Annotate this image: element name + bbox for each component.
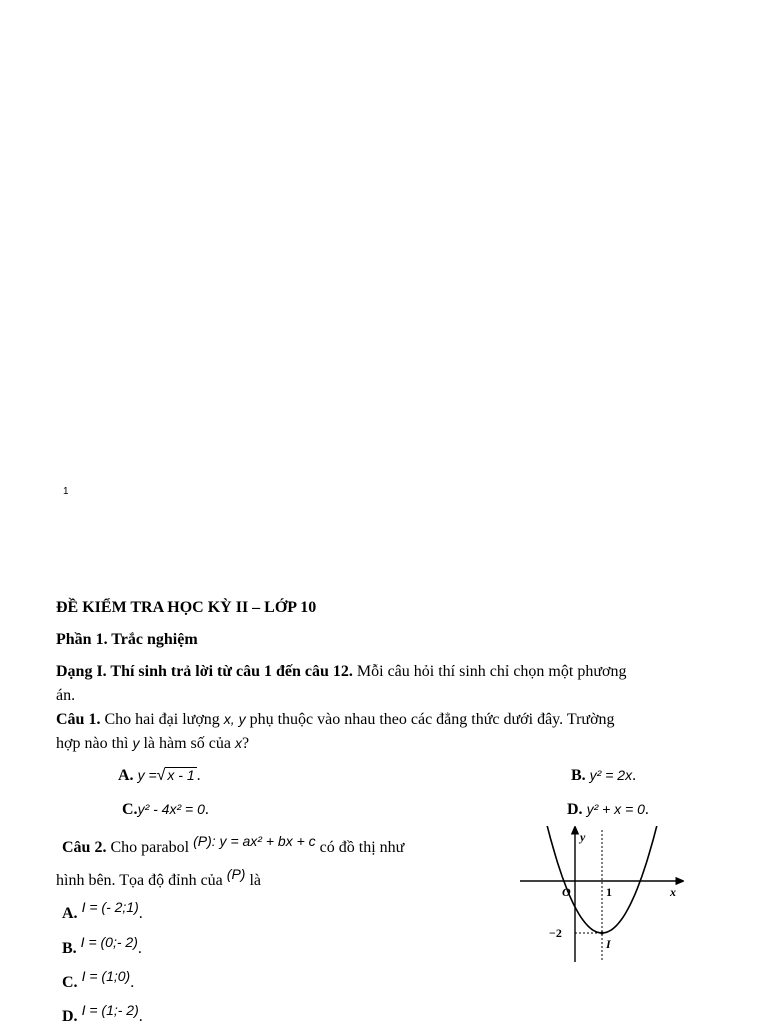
q2-option-d[interactable]: D. I = (1;- 2). (62, 1002, 143, 1025)
origin-label: O (562, 885, 571, 899)
vertex-label: I (606, 937, 611, 951)
instruction-line-2: án. (56, 687, 76, 704)
page-number: 1 (63, 486, 69, 497)
q1-option-a[interactable]: A. y =√ x - 1 . (118, 767, 201, 784)
instruction-line-1 (56, 662, 626, 682)
question-2-line-1: Câu 2. Cho parabol (P): y = ax² + bx + c có đồ thị như (62, 833, 405, 856)
question-2-line-2: hình bên. Tọa độ đỉnh của (P) là (56, 866, 261, 889)
q1-option-b[interactable]: B. y² = 2x. (571, 767, 637, 784)
question-2-label: Câu 2. (62, 839, 107, 856)
question-1-line-2: hợp nào thì y là hàm số của x? (56, 735, 250, 752)
q2-option-b[interactable]: B. I = (0;- 2). (62, 934, 142, 957)
question-1-line-1: Câu 1. Cho hai đại lượng x, y phụ thuộc vào nhau theo các đẳng thức dưới đây. Trường (56, 711, 615, 728)
q2-parabola-eq: (P): y = ax² + bx + c (193, 833, 316, 849)
vertex-point (600, 931, 603, 934)
exam-title: ĐỀ KIỂM TRA HỌC KỲ II – LỚP 10 (56, 599, 317, 616)
x-tick-label: 1 (606, 885, 612, 899)
q1-vars: x, y (223, 711, 246, 727)
x-axis-label: x (670, 885, 676, 899)
q1-option-d[interactable]: D. y² + x = 0. (567, 801, 649, 818)
q2-option-a[interactable]: A. I = (- 2;1). (62, 899, 143, 922)
parabola-graph (518, 826, 684, 964)
q1-option-c[interactable]: C.y² - 4x² = 0. (122, 801, 209, 818)
q2-option-c[interactable]: C. I = (1;0). (62, 968, 135, 991)
question-1-label: Câu 1. (56, 711, 101, 728)
instruction-text: Mỗi câu hỏi thí sinh chỉ chọn một phương (352, 663, 627, 680)
instruction-bold: Dạng I. Thí sinh trả lời từ câu 1 đến câu 12. (56, 663, 353, 680)
y-axis-label: y (580, 830, 586, 844)
y-tick-label: −2 (549, 926, 562, 940)
part-heading: Phần 1. Trắc nghiệm (56, 631, 198, 648)
